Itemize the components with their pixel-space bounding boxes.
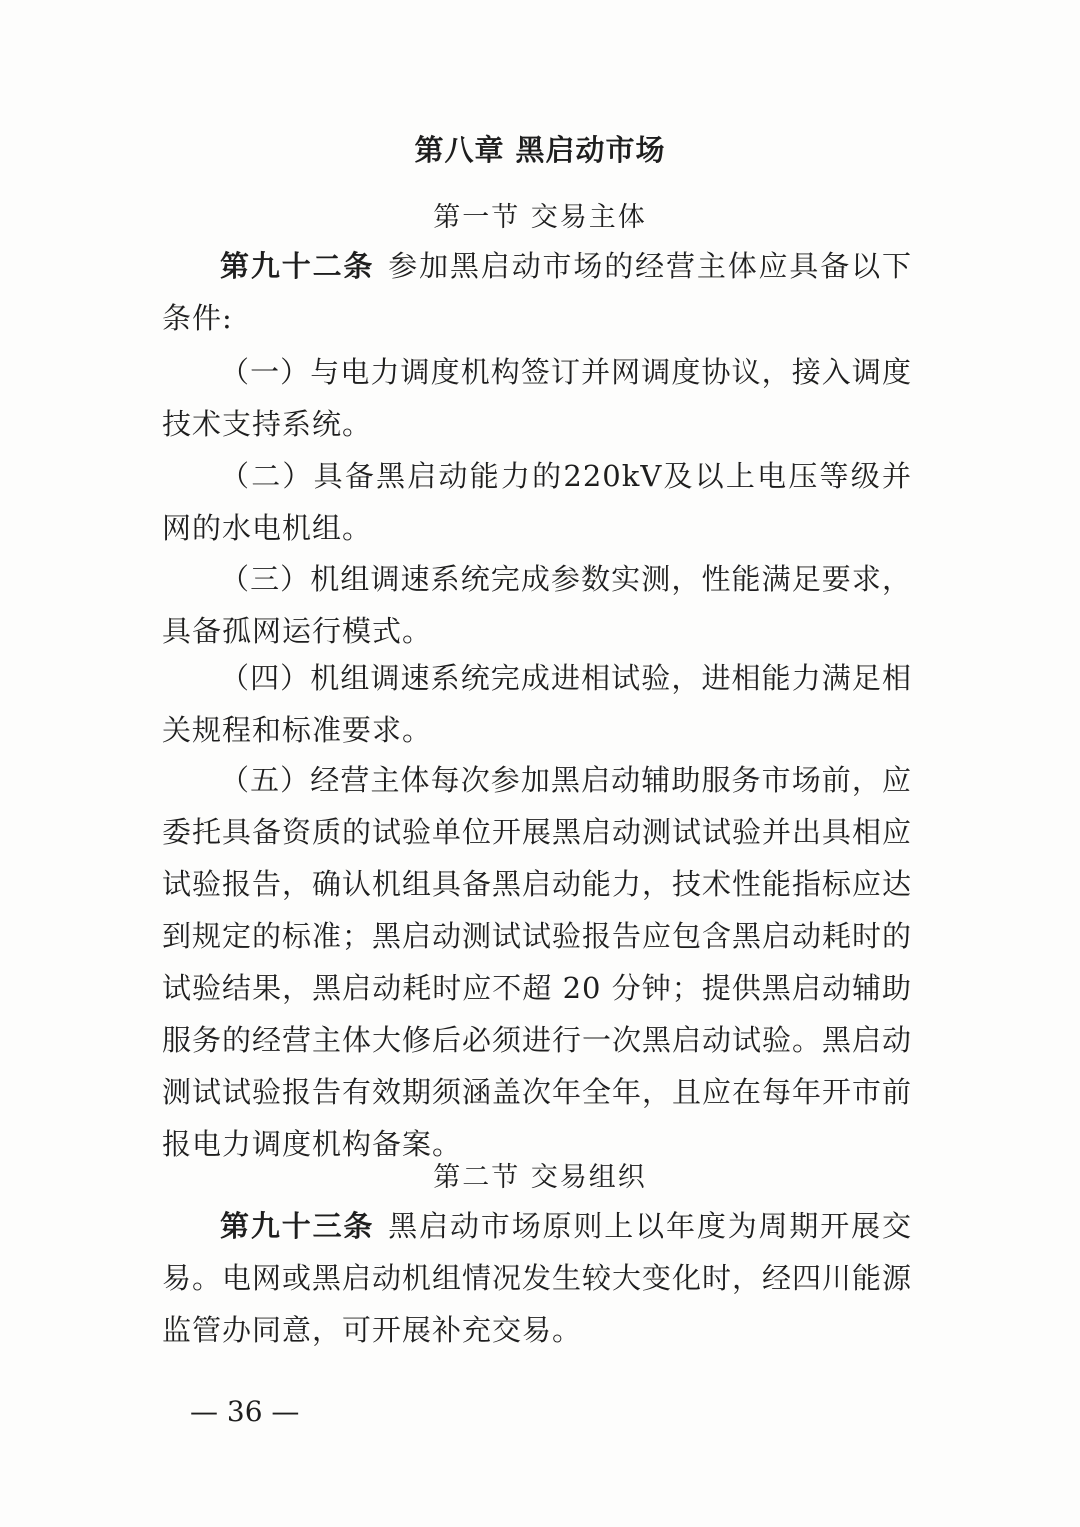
article-92-text: 参加黑启动市场的经营主体应具备以下条件: bbox=[162, 249, 912, 335]
section-title-2: 第二节 交易组织 bbox=[433, 1162, 647, 1193]
article-92-heading: 第九十二条 bbox=[220, 249, 375, 283]
item-2-paragraph: （二）具备黑启动能力的220kV及以上电压等级并网的水电机组。 bbox=[162, 459, 912, 545]
item-5-paragraph: （五）经营主体每次参加黑启动辅助服务市场前，应委托具备资质的试验单位开展黑启动测试试验并出具相应试验报告，确认机组具备黑启动能力，技术性能指标应达到规定的标准；黑启动测试试验报告应包含黑启动耗时的试验结果，黑启动耗时应不超 20 分钟；提供黑启动辅助服务的经营主体大修后必须进行一次黑启动试验。黑启动测试试验报告有效期须涵盖次年全年，且应在每年开市前报电力调度机构备案。 bbox=[162, 763, 913, 1161]
section-title-1: 第一节 交易主体 bbox=[433, 202, 647, 233]
item-2-block bbox=[162, 450, 912, 554]
item-3-paragraph: （三）机组调速系统完成参数实测，性能满足要求，具备孤网运行模式。 bbox=[162, 562, 912, 648]
article-93-text: 黑启动市场原则上以年度为周期开展交易。电网或黑启动机组情况发生较大变化时，经四川能源监管办同意，可开展补充交易。 bbox=[162, 1209, 913, 1347]
item-4-paragraph: （四）机组调速系统完成进相试验，进相能力满足相关规程和标准要求。 bbox=[162, 661, 912, 747]
article-93-block bbox=[162, 1200, 912, 1356]
article-92-block bbox=[162, 240, 912, 344]
chapter-title: 第八章 黑启动市场 bbox=[414, 133, 666, 167]
item-1-paragraph: （一）与电力调度机构签订并网调度协议，接入调度技术支持系统。 bbox=[162, 355, 912, 441]
item-4-block bbox=[162, 652, 912, 756]
article-93-heading: 第九十三条 bbox=[220, 1209, 375, 1243]
item-3-block bbox=[162, 553, 912, 657]
article-93-paragraph bbox=[162, 1200, 912, 1356]
article-92-paragraph bbox=[162, 240, 912, 344]
item-5-block bbox=[162, 754, 912, 1170]
page-number: — 36 — bbox=[190, 1395, 300, 1428]
item-1-block bbox=[162, 346, 912, 450]
